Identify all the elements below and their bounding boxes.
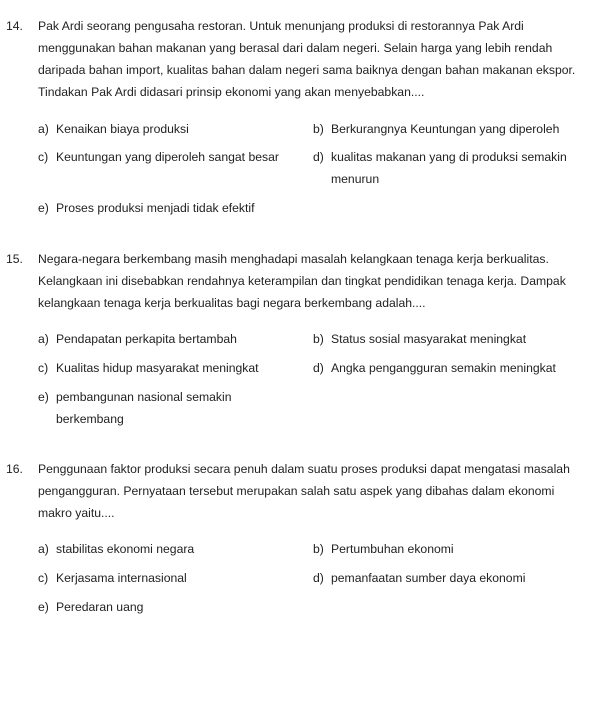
option-letter: a) [38, 332, 49, 346]
option-letter: a) [38, 542, 49, 556]
option-letter: b) [313, 332, 324, 346]
option-letter: d) [313, 150, 324, 164]
option-e[interactable] [38, 386, 238, 430]
option-text: Pendapatan perkapita bertambah [56, 332, 237, 346]
option-letter: b) [313, 122, 324, 136]
option-text: Status sosial masyarakat meningkat [331, 332, 527, 346]
option-text: kualitas makanan yang di produksi semakin menurun [331, 150, 567, 186]
option-a[interactable] [38, 118, 288, 140]
option-text: Proses produksi menjadi tidak efektif [56, 201, 255, 215]
option-letter: b) [313, 542, 324, 556]
option-text: Pertumbuhan ekonomi [331, 542, 454, 556]
option-b[interactable] [313, 118, 588, 140]
option-letter: c) [38, 571, 49, 585]
option-text: Peredaran uang [56, 600, 144, 614]
question-14 [0, 15, 594, 103]
option-e[interactable] [38, 596, 288, 618]
option-text: pembangunan nasional semakin berkembang [56, 390, 232, 426]
option-e[interactable] [38, 197, 288, 219]
option-c[interactable] [38, 567, 288, 589]
option-letter: c) [38, 361, 49, 375]
question-number: 16. [6, 462, 23, 476]
option-text: stabilitas ekonomi negara [56, 542, 195, 556]
question-16 [0, 458, 594, 524]
option-a[interactable] [38, 538, 288, 560]
option-text: pemanfaatan sumber daya ekonomi [331, 571, 526, 585]
option-text: Angka pengangguran semakin meningkat [331, 361, 556, 375]
option-text: Kerjasama internasional [56, 571, 187, 585]
question-15 [0, 248, 594, 314]
option-text: Kenaikan biaya produksi [56, 122, 189, 136]
option-d[interactable] [313, 146, 588, 190]
question-number: 14. [6, 19, 23, 33]
option-letter: d) [313, 571, 324, 585]
question-stem [0, 248, 594, 314]
question-text: Pak Ardi seorang pengusaha restoran. Untuk menunjang produksi di restorannya Pak Ardi menggunakan bahan makanan yang berasal dari dalam negeri. Selain harga yang lebih rendah daripada bahan import, kualitas bahan dalam negeri sama baiknya dengan bahan makanan ekspor. Tindakan Pak Ardi didasari prinsip ekonomi yang akan menyebabkan.... [38, 19, 576, 99]
option-b[interactable] [313, 328, 588, 350]
option-letter: c) [38, 150, 49, 164]
question-text: Penggunaan faktor produksi secara penuh dalam suatu proses produksi dapat mengatasi masalah pengangguran. Pernyataan tersebut merupakan salah satu aspek yang dibahas dalam ekonomi makro yaitu.... [38, 462, 570, 520]
option-letter: a) [38, 122, 49, 136]
option-letter: d) [313, 361, 324, 375]
question-stem [0, 458, 594, 524]
option-c[interactable] [38, 357, 288, 379]
option-text: Kualitas hidup masyarakat meningkat [56, 361, 259, 375]
question-stem [0, 15, 594, 103]
question-text: Negara-negara berkembang masih menghadapi masalah kelangkaan tenaga kerja berkualitas. Kelangkaan ini disebabkan rendahnya keterampilan dan tingkat pendidikan tenaga kerja. Dampak kelangkaan tenaga kerja berkualitas bagi negara berkembang adalah.... [38, 252, 566, 310]
option-c[interactable] [38, 146, 288, 168]
option-b[interactable] [313, 538, 588, 560]
option-letter: e) [38, 600, 49, 614]
question-number: 15. [6, 252, 23, 266]
option-d[interactable] [313, 357, 588, 379]
option-letter: e) [38, 201, 49, 215]
option-text: Berkurangnya Keuntungan yang diperoleh [331, 122, 560, 136]
option-letter: e) [38, 390, 49, 404]
option-d[interactable] [313, 567, 588, 589]
option-a[interactable] [38, 328, 288, 350]
option-text: Keuntungan yang diperoleh sangat besar [56, 150, 279, 164]
